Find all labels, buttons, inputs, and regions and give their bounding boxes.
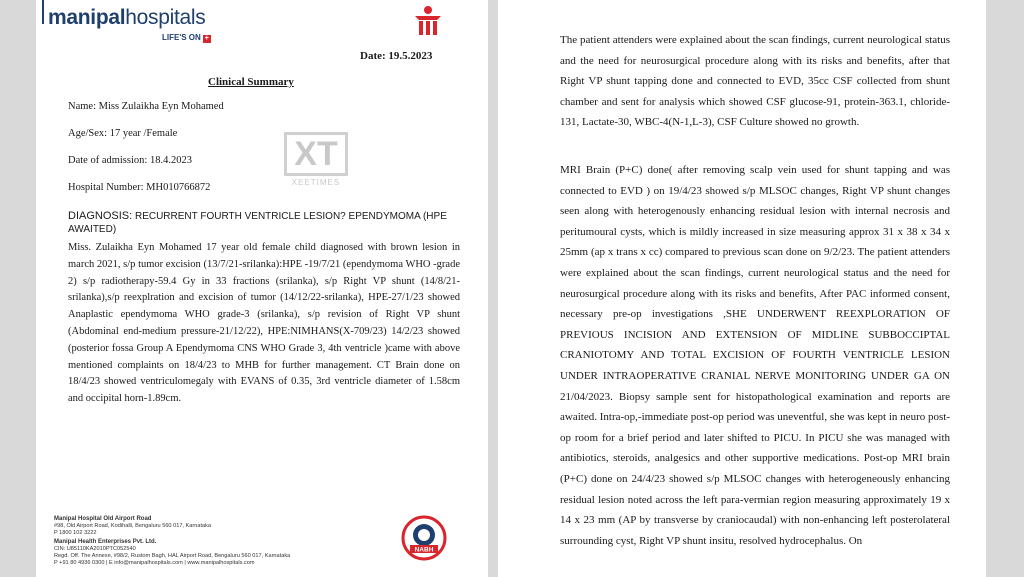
hospital-footer [54, 516, 394, 567]
footer-phone: P 1800 102 3222 [54, 530, 97, 536]
document-title: Clinical Summary [208, 76, 294, 88]
footer-cin: CIN: U85110KA2010PTC052540 [54, 546, 136, 552]
document-date: Date: 19.5.2023 [360, 50, 433, 62]
watermark [284, 132, 348, 187]
nabh-seal-icon [401, 515, 447, 561]
manipal-logo [48, 6, 205, 30]
patient-history: Miss. Zulaikha Eyn Mohamed 17 year old female child diagnosed with brown lesion in march 2021, s/p tumor excision (13/7/21-srilanka):HPE -19/7/21 (ependymoma WHO -grade 2) s/p radiotherapy-59.4 Gy in 33 fractions (srilanka), s/p Right VP shunt (14/8/21-srilanka),s/p reexplration and excision of tumor (14/12/22-srilanka), HPE-27/1/23 showed Anaplastic ependymoma WHO grade-3 (srilanka), s/p revision of Right VP shunt (Abdominal end-medium pressure-21/12/22), HPE:NIMHANS(X-709/23) 14/2/23 showed (posterior fossa Group A Ependymoma CNS WHO Grade 3, 4th ventricle )came with above mentioned complaints on 18/4/23 to MHB for further management. CT Brain done on 18/4/23 showed ventriculomegaly with EVANS of 0.35, 3rd ventricle diameter of 1.58cm and occipital horn-1.89cm. [68, 242, 460, 405]
paragraph-csf-analysis: The patient attenders were explained about the scan findings, current neurological status and the need for neurosurgical procedure along with its risks and benefits, after that Right VP shunt tapping done and connected to EVD, 35cc CSF collected from shunt chamber and sent for analysis which showed CSF glucose-91, protein-363.1, chloride-131, Lactate-30, WBC-4(N-1,L-3), CSF Culture showed no growth. [560, 34, 950, 129]
diagnosis-text: RECURRENT FOURTH VENTRICLE LESION? EPENDYMOMA (HPE AWAITED) [68, 211, 447, 235]
page-edge-mark [42, 0, 44, 24]
tagline-text: LIFE'S ON [162, 33, 201, 42]
patient-age-sex: Age/Sex: 17 year /Female [68, 128, 178, 139]
patient-name: Name: Miss Zulaikha Eyn Mohamed [68, 101, 224, 112]
clinical-summary-page-2 [498, 0, 986, 577]
clinical-summary-page-1 [36, 0, 488, 577]
footer-company: Manipal Health Enterprises Pvt. Ltd. [54, 539, 157, 545]
footer-address: #98, Old Airport Road, Kodihalli, Bengaluru 560 017, Karnataka [54, 523, 212, 529]
footer-registered-office: Regd. Off. The Annexe, #98/2, Rustom Bagh, HAL Airport Road, Bengaluru 560 017, Karnataka [54, 553, 291, 559]
diagnosis-label: DIAGNOSIS: [68, 210, 133, 222]
footer-contact: P +91 80 4936 0300 | E info@manipalhospitals.com | www.manipalhospitals.com [54, 560, 255, 566]
nabh-label: NABH [414, 546, 434, 554]
logo-rest: hospitals [125, 6, 206, 29]
admission-date: Date of admission: 18.4.2023 [68, 155, 192, 166]
plus-icon: + [204, 35, 209, 42]
hospital-number: Hospital Number: MH010766872 [68, 182, 211, 193]
diagnosis [68, 210, 448, 236]
watermark-logo: XT [284, 132, 348, 176]
tagline [162, 33, 211, 43]
paragraph-mri-and-surgery: MRI Brain (P+C) done( after removing scalp vein used for shunt tapping and was connected to EVD ) on 19/4/23 showed s/p MLSOC changes, Right VP shunt changes seen along with heterogenously enhancing residual lesion with internal necrosis and peritumoural cysts, which is mildly increased in size measuring approx 31 x 38 x 34 x 25mm (ap x trans x cc) compared to previous scan done on 9/2/23. The patient attenders were explained about the scan findings, current neurological status and the need for neurosurgical procedure along with its risks and benefits, After PAC informed consent, necessary pre-op investigations ,SHE UNDERWENT REEXPLORATION OF PREVIOUS INCISION AND EXTENSION OF MIDLINE SUBBOCCIPTAL CRANIOTOMY AND TOTAL EXCISION OF FOURTH VENTRICLE LESION UNDER INTRAOPERATIVE CRANIAL NERVE MONITORING UNDER GA ON 21/04/2023. Biopsy sample sent for histopathological examination and reports are awaited. Intra-op,-immediate post-op period was uneventful, she was kept in neuro post-op room for a brief period and later shifted to PICU. In PICU she was managed with antibiotics, steroids, analgesics and other supportive medications. Post-op MRI brain (P+C) done on 24/4/23 showed s/p MLSOC changes with heterogeneously enhancing residual lesion noted across the left para-vermian region measuring approximately 19 x 14 x 23 mm (AP by transverse by craniocaudal) with non-enhancing left posterolateral surrounding cyst, Right VP shunt insitu, resolved hydrocephalus. On [560, 164, 950, 547]
logo-bold: manipal [48, 6, 126, 29]
footer-hospital-name: Manipal Hospital Old Airport Road [54, 516, 152, 522]
watermark-text: XEETIMES [291, 178, 341, 187]
hospital-emblem-icon [411, 4, 445, 38]
